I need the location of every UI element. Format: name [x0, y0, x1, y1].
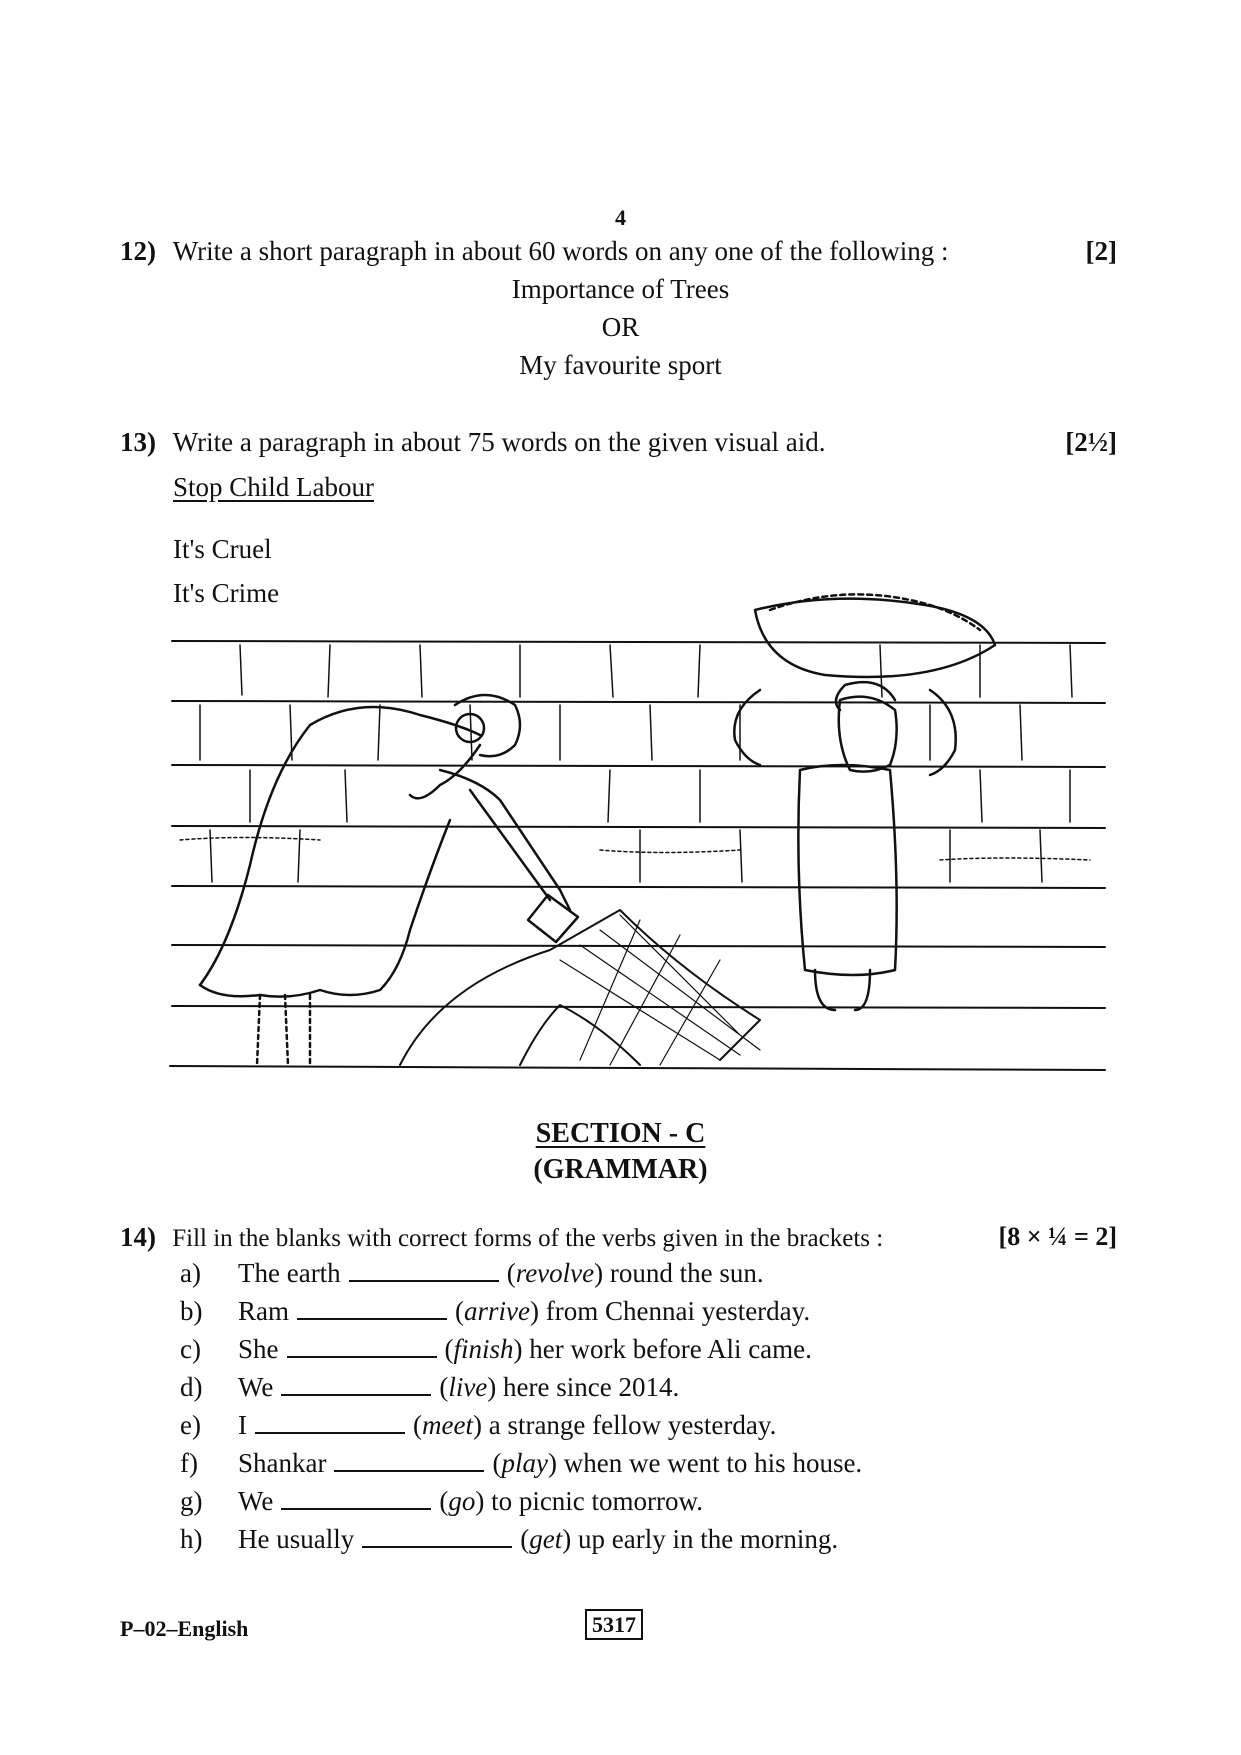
footer-code: 5317	[585, 1609, 643, 1640]
item-before: The earth	[238, 1258, 341, 1288]
q12-number: 12)	[120, 236, 156, 266]
item-label: g)	[180, 1486, 203, 1516]
item-label: f)	[180, 1448, 198, 1478]
item-after: from Chennai yesterday.	[545, 1296, 811, 1326]
item-before: He usually	[238, 1524, 355, 1554]
item-after: up early in the morning.	[577, 1524, 839, 1554]
q12-option1: Importance of Trees	[511, 274, 730, 304]
item-after: to picnic tomorrow.	[491, 1486, 704, 1516]
q13-heading: Stop Child Labour	[173, 472, 374, 502]
item-after: here since 2014.	[503, 1372, 680, 1402]
q14-question	[120, 1222, 883, 1253]
item-before: We	[238, 1372, 274, 1402]
item-label: b)	[180, 1296, 203, 1326]
answer-blank[interactable]	[281, 1372, 431, 1396]
item-after: a strange fellow yesterday.	[488, 1410, 777, 1440]
item-after: round the sun.	[609, 1258, 764, 1288]
item-verb: revolve	[515, 1258, 595, 1288]
item-verb: finish	[453, 1334, 514, 1364]
q14-text: Fill in the blanks with correct forms of the verbs given in the brackets :	[172, 1225, 884, 1252]
q12-marks: [2]	[1085, 236, 1117, 266]
q13-text: Write a paragraph in about 75 words on the given visual aid.	[172, 427, 826, 457]
item-after: when we went to his house.	[563, 1448, 863, 1478]
answer-blank[interactable]	[255, 1410, 405, 1434]
answer-blank[interactable]	[281, 1486, 431, 1510]
section-subtitle: (GRAMMAR)	[533, 1154, 708, 1185]
item-label: h)	[180, 1524, 203, 1554]
adult-figure	[200, 695, 578, 1065]
item-before: I	[238, 1410, 247, 1440]
item-verb: meet	[422, 1410, 473, 1440]
q12-text: Write a short paragraph in about 60 words on any one of the following :	[172, 236, 949, 266]
footer-code-box	[585, 1612, 643, 1638]
item-label: d)	[180, 1372, 203, 1402]
q13-line2: It's Crime	[173, 578, 280, 608]
exam-page: 4 12) Write a short paragraph in about 60 words on any one of the following : [2] Importance of Trees OR My favourite sport 13) Write a paragraph in about 75 words on the given visual aid. [2½] Stop Child Labour It's Cruel It's Crime SECTION - C (GRAMMAR) 14) Fill in the blanks with correct forms of the verbs given in the brackets : [8 × ¼ = 2] a) The earth (revolve) round the sun. b) Ram (arrive) from Chennai yesterday. c) She (finish) her work before Ali came. d) We (live) here since 2014. e) I (meet) a strange fellow yesterday. f) Shankar (play) when we went to his house. g) We (go) to picnic tomorrow. h) He usually (get) up early in the morning. P–02–English 5317	[0, 0, 1241, 1755]
item-label: c)	[180, 1334, 201, 1364]
q13-marks: [2½]	[1065, 427, 1117, 457]
footer-paper-code: P–02–English	[120, 1616, 249, 1641]
q14-marks: [8 × ¼ = 2]	[998, 1222, 1117, 1251]
item-label: a)	[180, 1258, 201, 1288]
q14-number: 14)	[120, 1222, 156, 1252]
answer-blank[interactable]	[334, 1448, 484, 1472]
item-before: She	[238, 1334, 279, 1364]
q13-line1: It's Cruel	[173, 534, 272, 564]
answer-blank[interactable]	[297, 1296, 447, 1320]
item-before: Shankar	[238, 1448, 327, 1478]
item-verb: arrive	[464, 1296, 530, 1326]
q12-or: OR	[601, 312, 640, 342]
answer-blank[interactable]	[287, 1334, 437, 1358]
item-verb: play	[501, 1448, 548, 1478]
item-after: her work before Ali came.	[529, 1334, 812, 1364]
section-title: SECTION - C	[535, 1118, 706, 1149]
q13-number: 13)	[120, 427, 156, 457]
item-verb: live	[448, 1372, 488, 1402]
answer-blank[interactable]	[362, 1524, 512, 1548]
answer-blank[interactable]	[349, 1258, 499, 1282]
item-verb: go	[448, 1486, 476, 1516]
item-verb: get	[529, 1524, 563, 1554]
item-before: Ram	[238, 1296, 289, 1326]
item-before: We	[238, 1486, 274, 1516]
basket-slope	[400, 910, 760, 1065]
page-number: 4	[615, 205, 626, 230]
q12-option2: My favourite sport	[519, 350, 722, 380]
brick-joints	[180, 645, 1090, 882]
item-label: e)	[180, 1410, 201, 1440]
